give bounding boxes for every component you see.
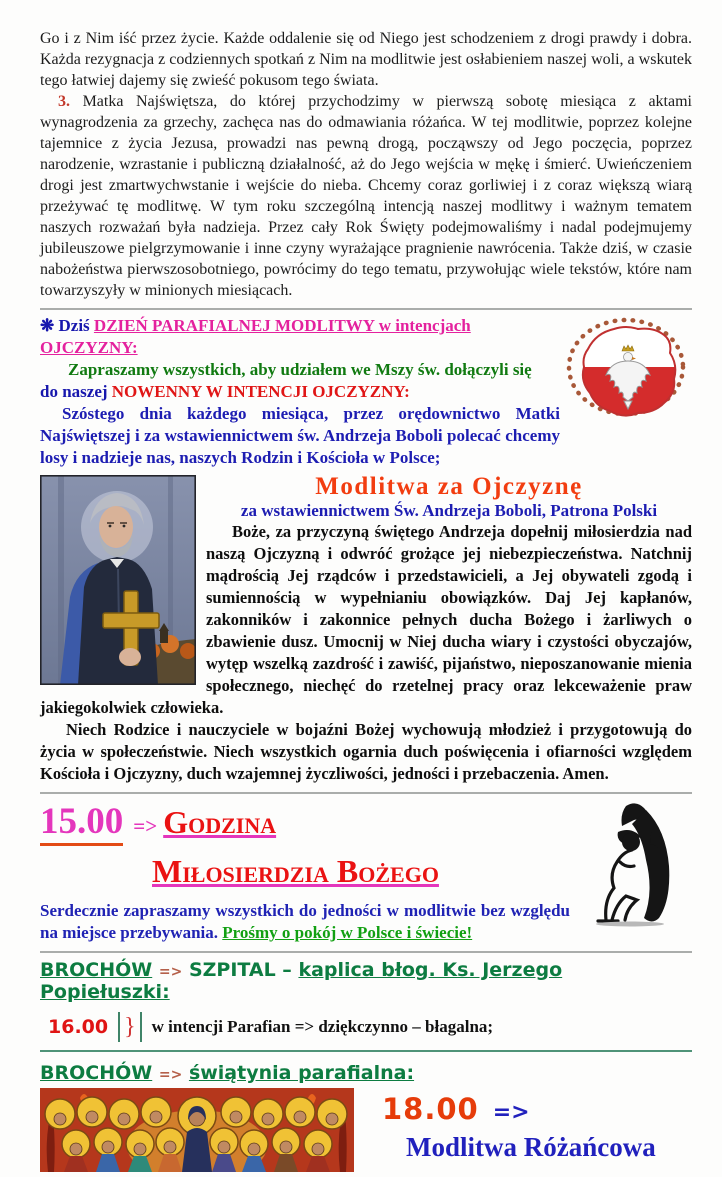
standing-figure xyxy=(618,803,670,921)
mercy-title-part-1: Godzina xyxy=(163,804,277,840)
brace-glyph: } xyxy=(124,1014,136,1040)
separator-line xyxy=(40,951,692,953)
kneeling-figure xyxy=(598,850,637,921)
mercy-peace-call: Prośmy o pokój w Polsce i świecie! xyxy=(222,923,473,942)
prayer-body-2: Niech Rodzice i nauczyciele w bojaźni Bożej wychowują młodzież i przygotowują do życia w społeczeństwie. Niech wszystkich ogarnia duch poświęcenia i ofiarności względem Kościoła i Ojczyzny, duch wzajemnej życzliwości, jedności i przebaczenia. Amen. xyxy=(40,720,692,783)
parish-bottom-row xyxy=(40,1088,692,1172)
novena-prefix: do naszej xyxy=(40,382,108,401)
mercy-invitation-blue: Serdecznie zapraszamy wszystkich do jedności w modlitwie bez względu na miejsce przebywania. xyxy=(40,901,570,942)
divider-line xyxy=(140,1012,142,1042)
mercy-title-part-2: Miłosierdzia Bożego xyxy=(152,853,439,889)
divider-line xyxy=(118,1012,120,1042)
arrow-icon: => xyxy=(158,1067,183,1083)
poland-flag-map-rosary-icon xyxy=(566,315,692,427)
poland-map-image xyxy=(566,315,692,427)
prayer-body-1: Boże, za przyczyną świętego Andrzeja dopełnij miłosierdzia nad naszą Ojczyzną i odwróć grożące jej niebezpieczeństwa. Natchnij mądrością Jej rządców i przedstawicieli, a Jej obywateli zgodą i sumiennością w wypełnianiu obowiązków. Daj Jej kapłanów, zakonników i zakonnice pełnych ducha Bożego i żarliwych o zbawienie dusz. Umocnij w Niej ducha wiary i czystości obyczajów, wytęp wszelką zazdrość i zawiść, pijaństwo, nieposzanowanie mienia społecznego, niechęć do rzetelnej pracy oraz lekceważenie praw jakiegokolwiek człowieka. xyxy=(40,522,692,717)
separator-line xyxy=(40,308,692,310)
intro-paragraph-2 xyxy=(40,91,692,301)
dzis-label: Dziś xyxy=(58,316,90,335)
mass-schedule-row xyxy=(40,1005,692,1052)
mercy-hour-section xyxy=(40,800,692,944)
divine-mercy-pieta-drawing xyxy=(574,800,692,928)
flower-bullet-icon: ❋ xyxy=(40,316,55,335)
parish-schedule-section xyxy=(40,1062,692,1172)
st-andrzej-bobola-portrait xyxy=(40,475,196,685)
hospital-schedule-section xyxy=(40,959,692,1052)
prayer-title: Modlitwa za Ojczyznę xyxy=(315,473,583,500)
chapel-name: kaplica błog. Ks. Jerzego Popiełuszki: xyxy=(40,959,563,1003)
place-name: BROCHÓW xyxy=(40,959,153,981)
prayer-subtitle: za wstawiennictwem Św. Andrzeja Boboli, Patrona Polski xyxy=(240,501,658,520)
rosary-time: 18.00 xyxy=(382,1092,479,1126)
mercy-time: 15.00 xyxy=(40,801,123,846)
arrow-icon: => xyxy=(158,964,183,980)
novena-title: NOWENNY W INTENCJI OJCZYZNY: xyxy=(111,382,410,401)
hospital-heading xyxy=(40,959,692,1003)
rosary-announcement xyxy=(382,1088,656,1163)
parish-heading xyxy=(40,1062,692,1084)
arrow-icon: => xyxy=(492,1100,530,1125)
homeland-announcement-section xyxy=(40,315,692,469)
announcement-line-2: Zapraszamy wszystkich, aby udziałem we Mszy św. dołączyli się xyxy=(68,360,532,379)
ground-shadow xyxy=(596,922,664,927)
mass-time: 16.00 xyxy=(48,1016,109,1038)
homeland-day-title: DZIEŃ PARAFIALNEJ MODLITWY w intencjach OJCZYZNY: xyxy=(40,316,471,357)
intro-paragraph-1: Go i z Nim iść przez życie. Każde oddalenie się od Niego jest schodzeniem z drogi prawdy i dobra. Każda rezygnacja z codziennych spotkań z Nim na modlitwie jest osłabieniem naszej woli, a wskutek tego łatwiej dajemy się zwieść pokusom tego świata. xyxy=(40,30,692,89)
arrow-icon: => xyxy=(133,814,158,838)
pentecost-icon-image xyxy=(40,1088,354,1172)
intro-section xyxy=(40,28,692,301)
prayer-section xyxy=(40,473,692,785)
announcement-body: Szóstego dnia każdego miesiąca, przez orędownictwo Matki Najświętszej i za wstawiennictwem św. Andrzeja Boboli polecać chcemy losy i nadzieje nas, naszych Rodzin i Kościoła w Polsce; xyxy=(40,404,560,467)
pieta-image xyxy=(574,800,692,928)
pentecost-icon xyxy=(40,1088,354,1172)
place-name: BROCHÓW xyxy=(40,1062,153,1084)
saint-portrait-image xyxy=(40,475,196,685)
separator-line xyxy=(40,792,692,794)
destination: SZPITAL – xyxy=(188,959,292,981)
mass-intention: w intencji Parafian => dziękczynno – błagalna; xyxy=(151,1017,494,1036)
intro-paragraph-2-text: Matka Najświętsza, do której przychodzimy w pierwszą sobotę miesiąca z aktami wynagrodzenia za grzechy, zachęca nas do odmawiania różańca. W tej modlitwie, poprzez kolejne tajemnice z życia Jezusa, prowadzi nas pewną drogą, począwszy od Jego poczęcia, poprzez narodzenie, wzrastanie i publiczną działalność, aż do Jego wejścia w mękę i śmierć. Uwieńczeniem drogi jest zmartwychwstanie i wejście do nieba. Chcemy coraz gorliwiej i z coraz większą wiarą przeżywać tę modlitwę. W tym roku szczególną intencją naszej modlitwy i ważnym tematem naszych rozważań była nadzieja. Przez cały Rok Święty podejmowaliśmy i nadal podejmujemy jubileuszowe pielgrzymowanie i inne czyny wyrażające pragnienie nawrócenia. Także dziś, w czasie nabożeństwa pierwszosobotniego, powrócimy do tego tematu, przywołując wiele tekstów, które nam towarzyszyły w minionych miesiącach. xyxy=(40,93,692,299)
destination: świątynia parafialna: xyxy=(188,1062,415,1084)
rosary-title: Modlitwa Różańcowa xyxy=(406,1132,656,1162)
rosary-time-line xyxy=(382,1092,656,1126)
paragraph-number: 3. xyxy=(58,93,70,110)
